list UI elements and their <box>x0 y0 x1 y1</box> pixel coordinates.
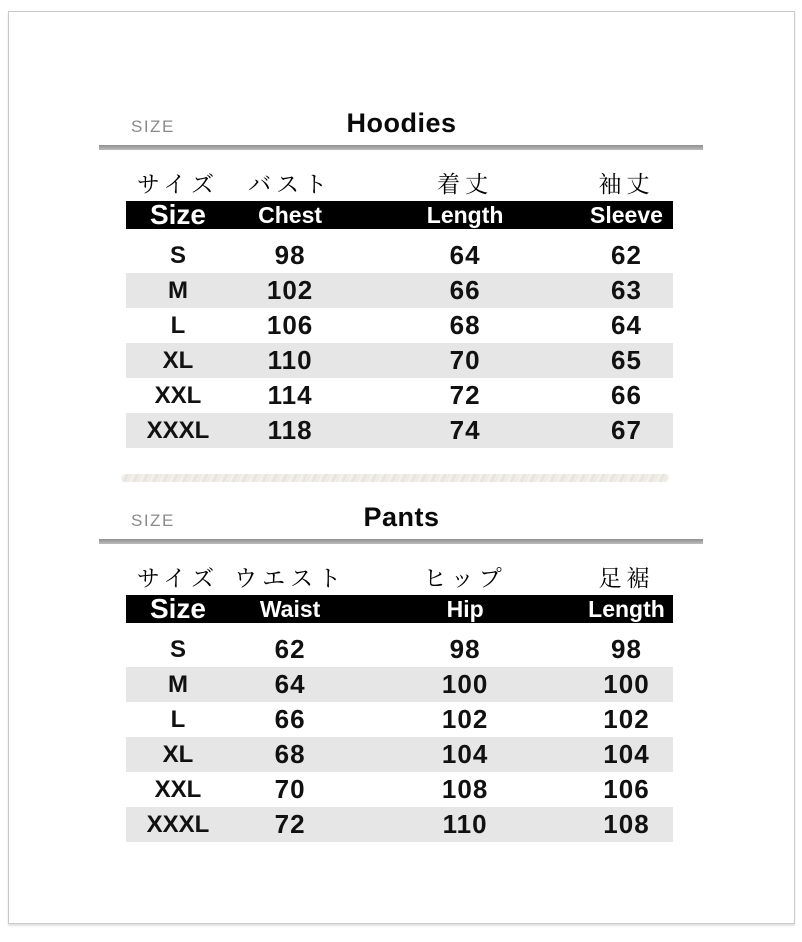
chest-cell: 106 <box>266 310 314 340</box>
waist-cell: 72 <box>274 809 306 839</box>
sleeve-cell: 66 <box>611 380 642 410</box>
table-row <box>126 273 673 308</box>
hoodies-japanese-header-row <box>126 167 673 197</box>
chest-cell: 110 <box>267 345 313 375</box>
size-chart-card <box>8 11 795 924</box>
table-row <box>126 308 673 343</box>
rope-divider <box>121 474 669 482</box>
length-cell: 64 <box>449 240 481 270</box>
size-cell: M <box>167 670 188 698</box>
sleeve-cell: 64 <box>611 310 642 340</box>
waist-cell: 64 <box>274 669 306 699</box>
table-row <box>126 772 673 807</box>
length-cell: 74 <box>449 415 481 445</box>
hip-cell: 102 <box>441 704 489 734</box>
pants-size-chart-section <box>9 501 794 846</box>
hip-cell: 108 <box>441 774 489 804</box>
length-cell: 104 <box>603 739 650 769</box>
length-cell: 108 <box>603 809 650 839</box>
table-row <box>126 378 673 413</box>
sleeve-cell: 65 <box>611 345 642 375</box>
length-cell: 102 <box>603 704 650 734</box>
hoodies-header-rule <box>99 145 703 150</box>
sleeve-cell: 62 <box>611 240 642 270</box>
hoodies-header-jp-bust: バスト <box>248 170 333 197</box>
waist-cell: 68 <box>274 739 306 769</box>
size-cell: S <box>169 241 186 269</box>
size-cell: S <box>169 635 186 663</box>
chest-cell: 98 <box>274 240 306 270</box>
pants-header-jp-waist: ウエスト <box>234 564 347 591</box>
hip-cell: 98 <box>449 634 481 664</box>
size-cell: L <box>170 311 186 339</box>
pants-header-rule <box>99 539 703 544</box>
sleeve-cell: 63 <box>611 275 642 305</box>
pants-japanese-header-row <box>126 561 673 591</box>
hoodies-english-header-bar <box>126 201 673 229</box>
hoodies-header-jp-sleeve: 袖丈 <box>598 170 655 197</box>
pants-table-rows <box>126 632 673 842</box>
chest-cell: 102 <box>266 275 314 305</box>
waist-cell: 62 <box>274 634 306 664</box>
chest-cell: 114 <box>267 380 313 410</box>
hoodies-title: Hoodies <box>346 108 457 138</box>
hoodies-header-chest: Chest <box>258 201 323 228</box>
length-cell: 68 <box>449 310 481 340</box>
hip-cell: 100 <box>441 669 489 699</box>
length-cell: 98 <box>611 634 642 664</box>
pants-header-jp-hem: 足裾 <box>598 564 655 591</box>
pants-header-waist: Waist <box>259 595 321 622</box>
pants-header-jp-hip: ヒップ <box>423 564 507 591</box>
hoodies-size-label: SIZE <box>131 117 175 136</box>
length-cell: 70 <box>449 345 481 375</box>
pants-header-length: Length <box>588 595 665 622</box>
hoodies-table-rows <box>126 238 673 448</box>
sleeve-cell: 67 <box>611 415 642 445</box>
size-cell: XL <box>162 346 194 374</box>
size-cell: XXXL <box>146 810 210 838</box>
table-row <box>126 238 673 273</box>
hoodies-header-size: Size <box>149 199 206 230</box>
hip-cell: 110 <box>442 809 488 839</box>
pants-header-size: Size <box>149 593 206 624</box>
size-cell: XXL <box>154 381 202 409</box>
length-cell: 100 <box>603 669 650 699</box>
length-cell: 106 <box>603 774 650 804</box>
hoodies-size-chart-section <box>9 107 794 452</box>
table-row <box>126 737 673 772</box>
table-row <box>126 702 673 737</box>
hoodies-header-jp-size: サイズ <box>136 170 220 197</box>
table-row <box>126 807 673 842</box>
size-cell: L <box>170 705 186 733</box>
length-cell: 66 <box>449 275 481 305</box>
pants-size-label: SIZE <box>131 511 175 530</box>
chest-cell: 118 <box>267 415 313 445</box>
hoodies-header-length: Length <box>426 201 504 228</box>
pants-header-hip: Hip <box>446 595 484 622</box>
size-cell: XXXL <box>146 416 210 444</box>
table-row <box>126 343 673 378</box>
table-row <box>126 413 673 448</box>
pants-title: Pants <box>363 502 440 532</box>
table-row <box>126 667 673 702</box>
size-cell: XL <box>162 740 194 768</box>
size-cell: XXL <box>154 775 202 803</box>
size-cell: M <box>167 276 188 304</box>
waist-cell: 70 <box>274 774 306 804</box>
waist-cell: 66 <box>274 704 306 734</box>
hoodies-header-sleeve: Sleeve <box>590 201 663 228</box>
hoodies-header-jp-length: 着丈 <box>437 170 494 197</box>
length-cell: 72 <box>449 380 481 410</box>
pants-header-jp-size: サイズ <box>136 564 220 591</box>
hip-cell: 104 <box>441 739 489 769</box>
pants-english-header-bar <box>126 595 673 623</box>
table-row <box>126 632 673 667</box>
